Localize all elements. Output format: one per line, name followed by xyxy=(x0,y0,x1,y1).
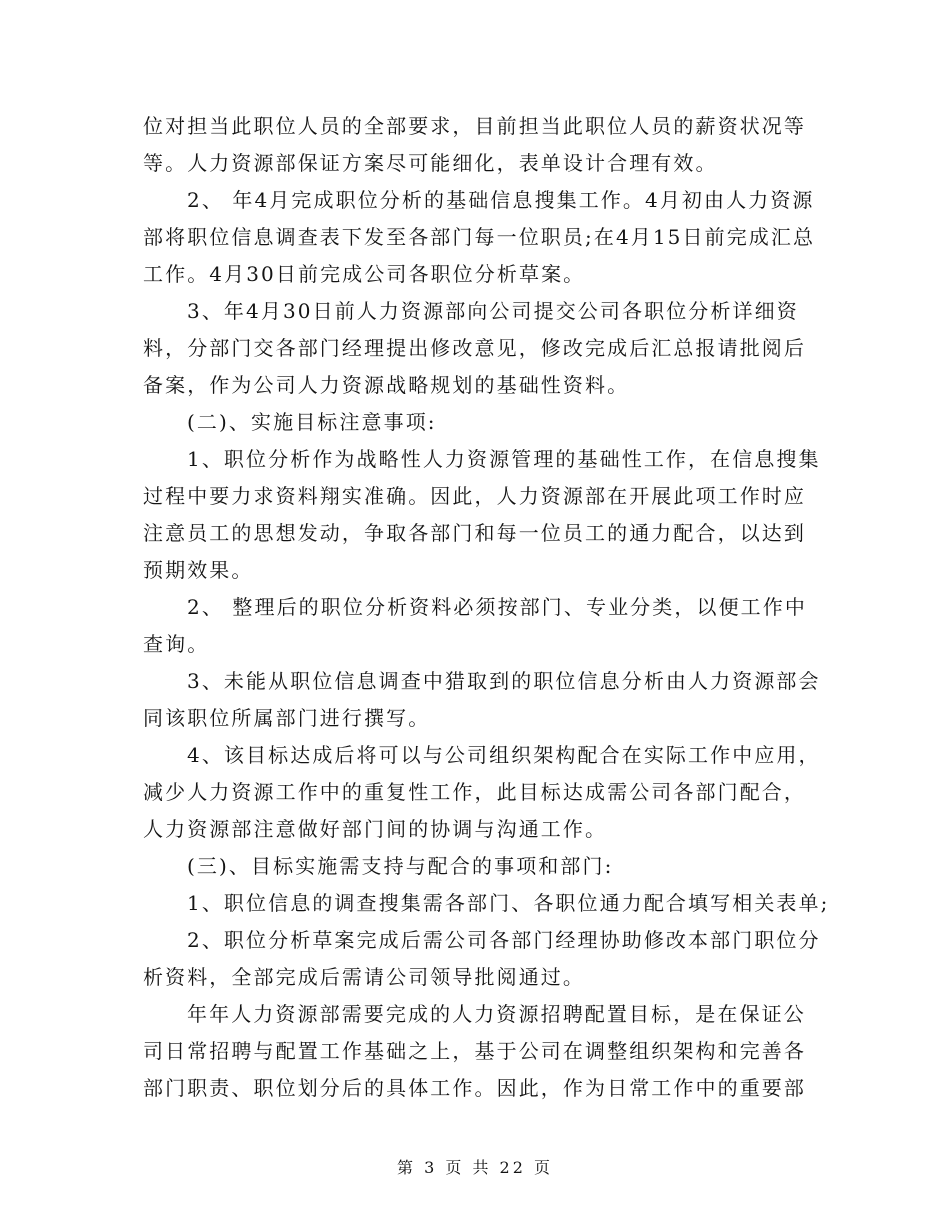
text-line: 3、年4月30日前人力资源部向公司提交公司各职位分析详细资 xyxy=(187,299,799,323)
page-number-footer: 第 3 页 共 22 页 xyxy=(397,1158,553,1177)
text-line: 人力资源部注意做好部门间的协调与沟通工作。 xyxy=(143,817,608,841)
text-line: 3、未能从职位信息调查中猎取到的职位信息分析由人力资源部会 xyxy=(187,669,821,693)
text-line: 年年人力资源部需要完成的人力资源招聘配置目标，是在保证公 xyxy=(187,1002,806,1026)
text-line: 预期效果。 xyxy=(143,558,254,582)
text-line: 司日常招聘与配置工作基础之上，基于公司在调整组织架构和完善各 xyxy=(143,1039,806,1063)
text-line: 备案，作为公司人力资源战略规划的基础性资料。 xyxy=(143,373,630,397)
text-line: 位对担当此职位人员的全部要求，目前担当此职位人员的薪资状况等 xyxy=(143,114,806,138)
text-line: 料，分部门交各部门经理提出修改意见，修改完成后汇总报请批阅后 xyxy=(143,336,806,360)
text-line: 查询。 xyxy=(143,632,210,656)
text-line: 等。人力资源部保证方案尽可能细化，表单设计合理有效。 xyxy=(143,151,718,175)
text-line: 部将职位信息调查表下发至各部门每一位职员;在4月15日前完成汇总 xyxy=(143,225,816,249)
text-line: 同该职位所属部门进行撰写。 xyxy=(143,706,431,730)
text-line: 析资料，全部完成后需请公司领导批阅通过。 xyxy=(143,965,585,989)
text-line: 4、该目标达成后将可以与公司组织架构配合在实际工作中应用， xyxy=(187,743,821,767)
text-line: 1、职位信息的调查搜集需各部门、各职位通力配合填写相关表单; xyxy=(187,891,830,915)
text-line: 部门职责、职位划分后的具体工作。因此，作为日常工作中的重要部 xyxy=(143,1076,806,1100)
text-line: 工作。4月30日前完成公司各职位分析草案。 xyxy=(143,262,586,286)
text-line: 2、 整理后的职位分析资料必须按部门、专业分类，以便工作中 xyxy=(187,595,807,619)
text-line: 注意员工的思想发动，争取各部门和每一位员工的通力配合，以达到 xyxy=(143,521,806,545)
text-line: 2、职位分析草案完成后需公司各部门经理协助修改本部门职位分 xyxy=(187,928,821,952)
text-line: 2、 年4月完成职位分析的基础信息搜集工作。4月初由人力资源 xyxy=(187,188,815,212)
section-heading: (三)、目标实施需支持与配合的事项和部门: xyxy=(187,854,614,878)
text-line: 过程中要力求资料翔实准确。因此，人力资源部在开展此项工作时应 xyxy=(143,484,806,508)
section-heading: (二)、实施目标注意事项: xyxy=(187,410,437,434)
text-line: 1、职位分析作为战略性人力资源管理的基础性工作，在信息搜集 xyxy=(187,447,821,471)
text-line: 减少人力资源工作中的重复性工作，此目标达成需公司各部门配合， xyxy=(143,780,806,804)
